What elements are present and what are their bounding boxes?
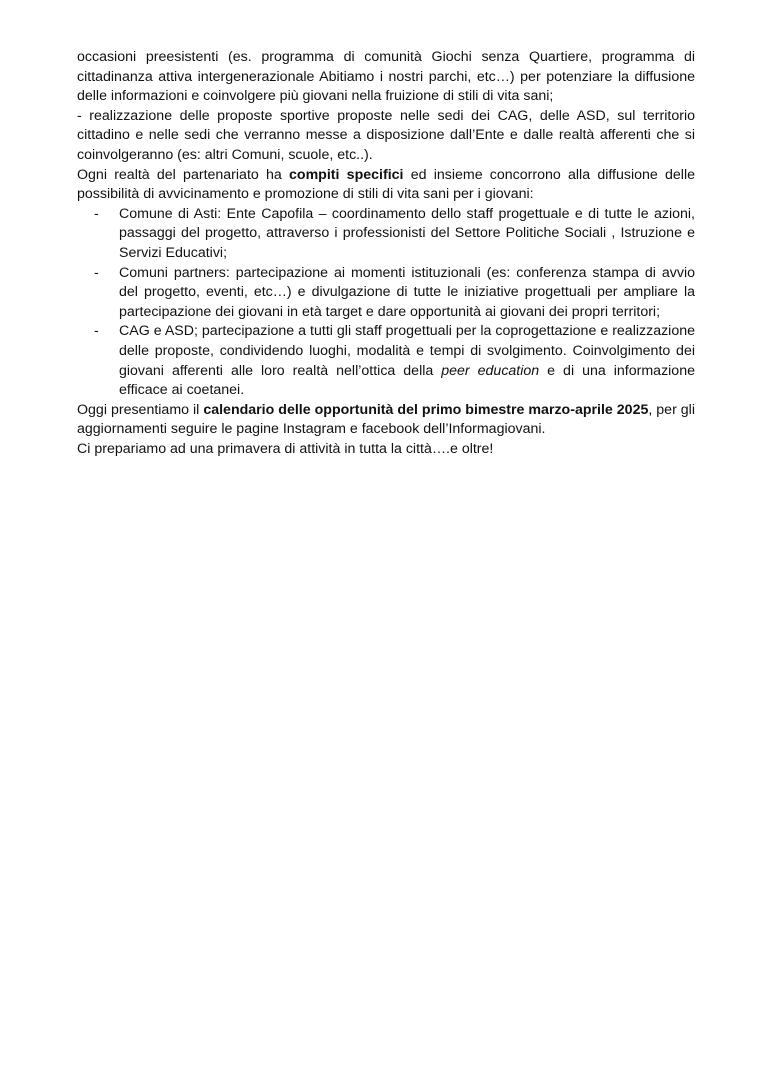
list-item-text: Comuni partners: partecipazione ai momenti istituzionali (es: conferenza stampa di avvio del progetto, eventi, etc…) e divulgazione di tutte le iniziative progettuali per ampliare la partecipazione dei giovani in età target e dare opportunità ai giovani dei propri territori; xyxy=(119,264,695,320)
list-item-text xyxy=(119,323,695,398)
paragraph-primavera: Ci prepariamo ad una primavera di attività in tutta la città….e oltre! xyxy=(77,440,494,457)
calendario-text-end: , per gli aggiornamenti seguire le pagine Instagram e facebook dell’Informagiovani. xyxy=(77,401,695,438)
calendario-text-start: Oggi presentiamo il xyxy=(77,401,204,418)
paragraph-occasioni: occasioni preesistenti (es. programma di comunità Giochi senza Quartiere, programma di cittadinanza attiva intergenerazionale Abitiamo i nostri parchi, etc…) per potenziare la diffusione delle informazioni e coinvolgere più giovani nella fruizione di stili di vita sani; xyxy=(77,49,695,105)
list-item-text: Comune di Asti: Ente Capofila – coordinamento dello staff progettuale e di tutte le azioni, passaggi del progetto, attraverso i professionisti del Settore Politiche Sociali , Istruzione e Servizi Educativi; xyxy=(119,205,695,261)
partenariato-text-start: Ogni realtà del partenariato ha xyxy=(77,166,290,183)
list-item-cag-asd xyxy=(77,322,695,400)
compiti-specifici-bold: compiti specifici xyxy=(289,166,404,183)
paragraph-calendario xyxy=(77,401,695,440)
list-dash: - xyxy=(94,323,99,340)
paragraph-partenariato xyxy=(77,166,695,205)
list-dash: - xyxy=(94,205,99,222)
cag-text-start: CAG e ASD; partecipazione a tutti gli staff progettuali per la coprogettazione e realizzazione delle proposte, condividendo luoghi, modalità e tempi di svolgimento. Coinvolgimento dei giovani afferenti alle loro realtà nell’ottica della xyxy=(119,323,695,379)
cag-text-end: e di una informazione efficace ai coetanei. xyxy=(119,362,695,399)
paragraph-realizzazione: - realizzazione delle proposte sportive proposte nelle sedi dei CAG, delle ASD, sul territorio cittadino e nelle sedi che verranno messe a disposizione dall’Ente e dalle realtà afferenti che si coinvolgeranno (es: altri Comuni, scuole, etc..). xyxy=(77,107,695,163)
document-page xyxy=(77,48,695,459)
list-item-comuni-partners xyxy=(77,264,695,323)
partner-list xyxy=(77,205,695,401)
partenariato-text-end: ed insieme concorrono alla diffusione delle possibilità di avvicinamento e promozione di stili di vita sani per i giovani: xyxy=(77,166,695,203)
calendario-bold: calendario delle opportunità del primo bimestre marzo-aprile 2025 xyxy=(203,401,649,418)
peer-education-italic: peer education xyxy=(441,362,540,379)
list-item-comune-asti xyxy=(77,205,695,264)
list-dash: - xyxy=(94,264,99,281)
